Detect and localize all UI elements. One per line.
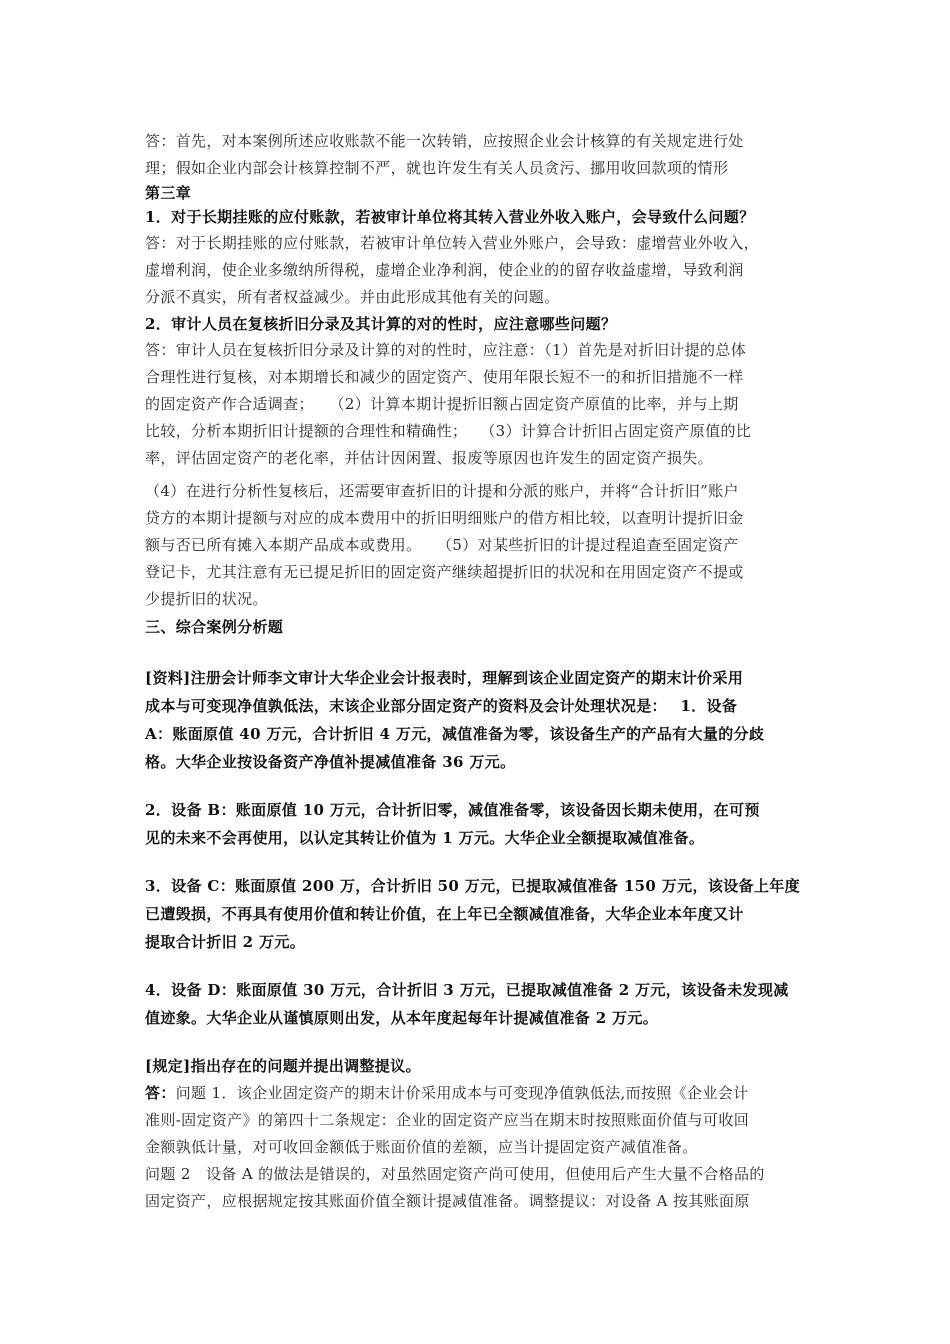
text-line: 合理性进行复核，对本期增长和减少的固定资产、使用年限长短不一的和折旧措施不一样 bbox=[145, 368, 744, 386]
text-line: 答：首先，对本案例所述应收账款不能一次转销，应按照企业会计核算的有关规定进行处 bbox=[145, 132, 744, 150]
text-line: 答：审计人员在复核折旧分录及计算的对的性时，应注意：（1）首先是对折旧计提的总体 bbox=[145, 341, 747, 359]
document-page bbox=[145, 128, 810, 1215]
text-line: 固定资产，应根据规定按其账面价值全额计提减值准备。调整提议：对设备 A 按其账面原 bbox=[145, 1192, 750, 1210]
text-line: 4．设备 D：账面原值 30 万元，合计折旧 3 万元，已提取减值准备 2 万元，该设备未发现减 bbox=[145, 981, 789, 999]
chapter-title: 第三章 bbox=[145, 184, 192, 202]
intro-paragraph bbox=[145, 128, 810, 182]
equipment-c-paragraph bbox=[145, 872, 810, 956]
text-line: 问题 2 设备 A 的做法是错误的，对虽然固定资产尚可使用，但使用后产生大量不合格品的 bbox=[145, 1165, 765, 1183]
text-line bbox=[145, 1080, 810, 1107]
answer-1 bbox=[145, 230, 810, 311]
text-line: 额与否已所有摊入本期产品成本或费用。 （5）对某些折旧的计提过程追查至固定资产 bbox=[145, 536, 739, 554]
answer-first-line: 问题 1．该企业固定资产的期末计价采用成本与可变现净值孰低法,而按照《企业会计 bbox=[175, 1084, 749, 1102]
requirement-line: [规定]指出存在的问题并提出调整提议。 bbox=[145, 1057, 421, 1075]
equipment-b-paragraph bbox=[145, 796, 810, 852]
text-line: [资料]注册会计师李文审计大华企业会计报表时，理解到该企业固定资产的期末计价采用 bbox=[145, 669, 744, 687]
text-line: 提取合计折旧 2 万元。 bbox=[145, 933, 306, 951]
answer-paragraph bbox=[145, 1080, 810, 1215]
text-line: 分派不真实，所有者权益减少。并由此形成其他有关的问题。 bbox=[145, 288, 560, 306]
section-title: 三、综合案例分析题 bbox=[145, 618, 284, 636]
text-line: 虚增利润，使企业多缴纳所得税，虚增企业净利润，使企业的的留存收益虚增，导致利润 bbox=[145, 261, 744, 279]
question-1: 1．对于长期挂账的应付账款，若被审计单位将其转入营业外收入账户，会导致什么问题？ bbox=[145, 208, 755, 226]
text-line: A：账面原值 40 万元，合计折旧 4 万元，减值准备为零，该设备生产的产品有大量的分歧 bbox=[145, 725, 765, 743]
text-line: 登记卡，尤其注意有无已提足折旧的固定资产继续超提折旧的状况和在用固定资产不提或 bbox=[145, 563, 744, 581]
text-line: 已遭毁损，不再具有使用价值和转让价值，在上年已全额减值准备，大华企业本年度又计 bbox=[145, 905, 744, 923]
answer-2-continued bbox=[145, 478, 810, 613]
text-line: 率，评估固定资产的老化率，并估计因闲置、报废等原因也许发生的固定资产损失。 bbox=[145, 449, 713, 467]
text-line: 金额孰低计量，对可收回金额低于账面价值的差额，应当计提固定资产减值准备。 bbox=[145, 1138, 698, 1156]
text-line: 见的未来不会再使用，以认定其转让价值为 1 万元。大华企业全额提取减值准备。 bbox=[145, 829, 705, 847]
text-line: （4）在进行分析性复核后，还需要审查折旧的计提和分派的账户，并将“合计折旧”账户 bbox=[145, 482, 739, 500]
answer-label: 答： bbox=[145, 1084, 176, 1102]
text-line: 少提折旧的状况。 bbox=[145, 590, 268, 608]
text-line: 比较，分析本期折旧计提额的合理性和精确性； （3）计算合计折旧占固定资产原值的比 bbox=[145, 422, 752, 440]
text-line: 成本与可变现净值孰低法，末该企业部分固定资产的资料及会计处理状况是： 1．设备 bbox=[145, 697, 738, 715]
text-line: 答：对于长期挂账的应付账款，若被审计单位转入营业外账户，会导致：虚增营业外收入， bbox=[145, 234, 760, 252]
text-line: 2．设备 B：账面原值 10 万元，合计折旧零，减值准备零，该设备因长期未使用，在可预 bbox=[145, 801, 760, 819]
answer-2 bbox=[145, 337, 810, 472]
text-line: 3．设备 C：账面原值 200 万，合计折旧 50 万元，已提取减值准备 150 万元，该设备上年度 bbox=[145, 877, 800, 895]
text-line: 值迹象。大华企业从谨慎原则出发，从本年度起每年计提减值准备 2 万元。 bbox=[145, 1009, 659, 1027]
text-line: 格。大华企业按设备资产净值补提减值准备 36 万元。 bbox=[145, 753, 516, 771]
text-line: 理；假如企业内部会计核算控制不严，就也许发生有关人员贪污、挪用收回款项的情形 bbox=[145, 159, 729, 177]
question-2: 2．审计人员在复核折旧分录及其计算的对的性时，应注意哪些问题？ bbox=[145, 315, 617, 333]
text-line: 贷方的本期计提额与对应的成本费用中的折旧明细账户的借方相比较，以查明计提折旧金 bbox=[145, 509, 744, 527]
text-line: 准则-固定资产》的第四十二条规定：企业的固定资产应当在期末时按照账面价值与可收回 bbox=[145, 1111, 750, 1129]
equipment-d-paragraph bbox=[145, 976, 810, 1032]
text-line: 的固定资产作合适调查； （2）计算本期计提折旧额占固定资产原值的比率，并与上期 bbox=[145, 395, 739, 413]
material-paragraph bbox=[145, 664, 810, 776]
